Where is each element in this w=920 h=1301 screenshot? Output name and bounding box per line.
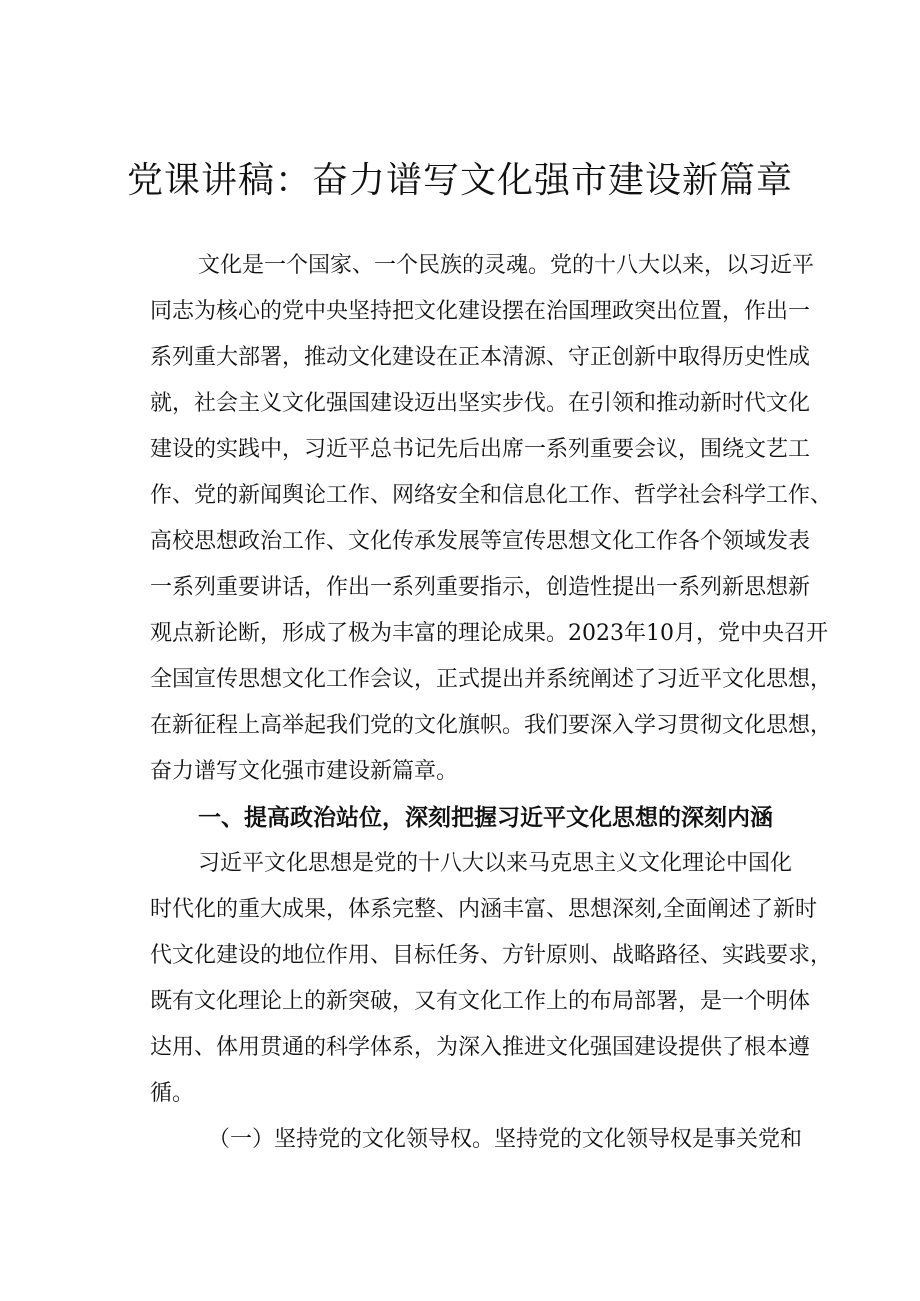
subsection-line: （一）坚持党的文化领导权。坚持党的文化领导权是事关党和: [208, 1127, 803, 1152]
section-line: 习近平文化思想是党的十八大以来马克思主义文化理论中国化: [198, 851, 793, 876]
intro-line: 高校思想政治工作、文化传承发展等宣传思想文化工作各个领域发表: [150, 529, 811, 554]
section-line: 循。: [150, 1081, 195, 1106]
intro-line: 文化是一个国家、一个民族的灵魂。党的十八大以来，以习近平: [198, 253, 815, 278]
intro-line: 同志为核心的党中央坚持把文化建设摆在治国理政突出位置，作出一: [150, 299, 811, 324]
section-line: 时代化的重大成果，体系完整、内涵丰富、思想深刻,全面阐述了新时: [150, 897, 817, 922]
intro-line: 建设的实践中，习近平总书记先后出席一系列重要会议，围绕文艺工: [150, 437, 811, 462]
section-line: 达用、体用贯通的科学体系，为深入推进文化强国建设提供了根本遵: [150, 1035, 811, 1060]
section-heading: 一、提高政治站位，深刻把握习近平文化思想的深刻内涵: [198, 805, 773, 831]
intro-line: 就，社会主义文化强国建设迈出坚实步伐。在引领和推动新时代文化: [150, 391, 811, 416]
section-line: 既有文化理论上的新突破，又有文化工作上的布局部署，是一个明体: [150, 989, 811, 1014]
intro-line: 观点新论断，形成了极为丰富的理论成果。2023年10月，党中央召开: [150, 621, 828, 646]
intro-line: 奋力谱写文化强市建设新篇章。: [150, 759, 459, 784]
intro-line: 在新征程上高举起我们党的文化旗帜。我们要深入学习贯彻文化思想，: [150, 713, 833, 738]
intro-line: 一系列重要讲话，作出一系列重要指示，创造性提出一系列新思想新: [150, 575, 811, 600]
intro-line: 作、党的新闻舆论工作、网络安全和信息化工作、哲学社会科学工作、: [150, 483, 833, 508]
document-title: 党课讲稿：奋力谱写文化强市建设新篇章: [126, 160, 793, 201]
section-line: 代文化建设的地位作用、目标任务、方针原则、战略路径、实践要求，: [150, 943, 833, 968]
intro-line: 全国宣传思想文化工作会议，正式提出并系统阐述了习近平文化思想，: [150, 667, 833, 692]
intro-line: 系列重大部署，推动文化建设在正本清源、守正创新中取得历史性成: [150, 345, 811, 370]
